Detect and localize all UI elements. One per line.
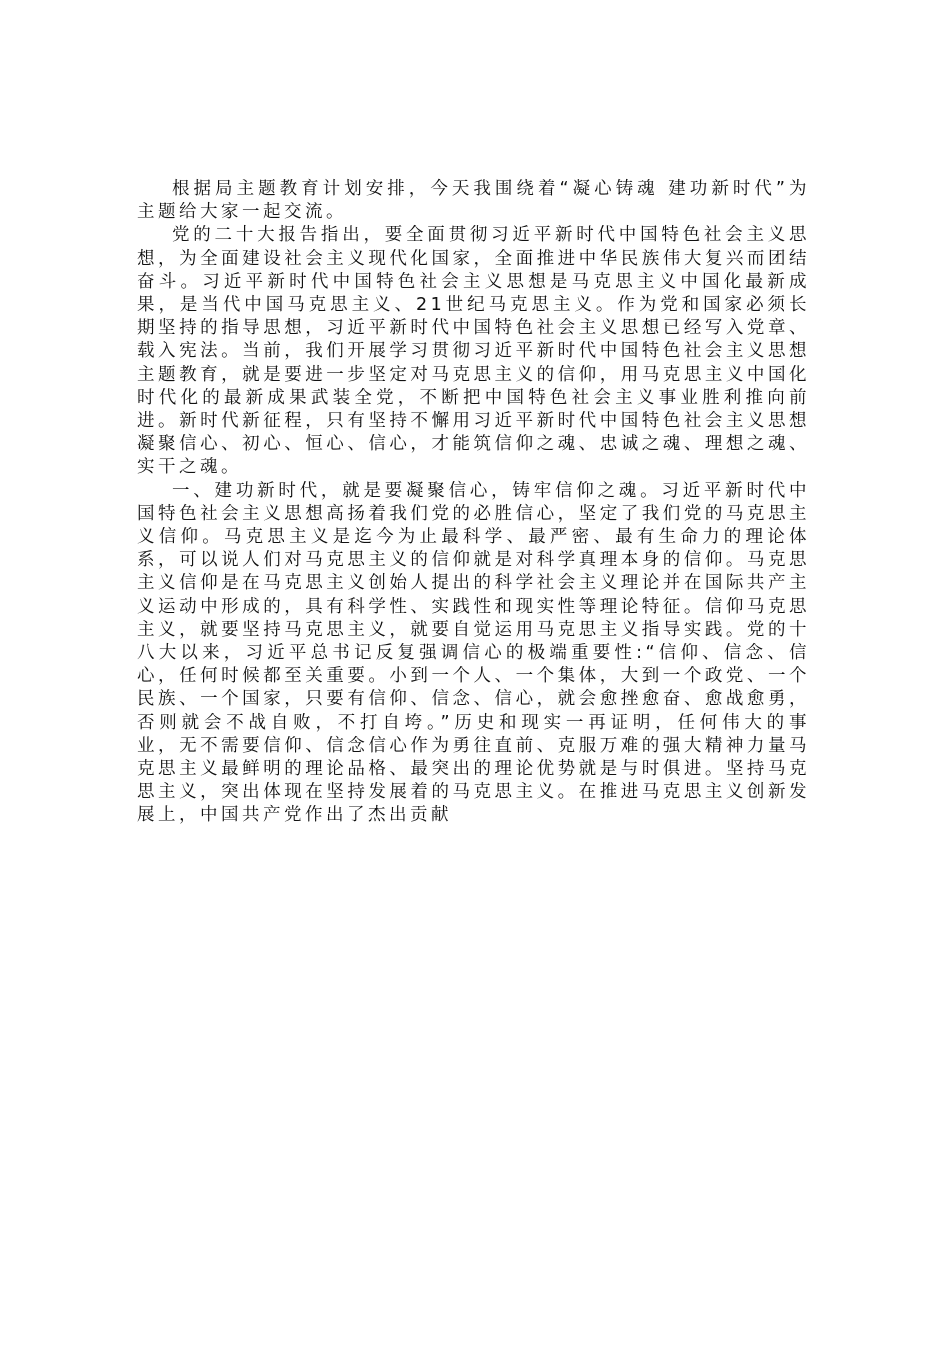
paragraph-section-one: 一、建功新时代，就是要凝聚信心，铸牢信仰之魂。习近平新时代中国特色社会主义思想高扬着我们党的必胜信心，坚定了我们党的马克思主义信仰。马克思主义是迄今为止最科学、最严密、最有生命力的理论体系，可以说人们对马克思主义的信仰就是对科学真理本身的信仰。马克思主义信仰是在马克思主义创始人提出的科学社会主义理论并在国际共产主义运动中形成的，具有科学性、实践性和现实性等理论特征。信仰马克思主义，就要坚持马克思主义，就要自觉运用马克思主义指导实践。党的十八大以来，习近平总书记反复强调信心的极端重要性:“信仰、信念、信心，任何时候都至关重要。小到一个人、一个集体，大到一个政党、一个民族、一个国家，只要有信仰、信念、信心，就会愈挫愈奋、愈战愈勇，否则就会不战自败，不打自垮。”历史和现实一再证明，任何伟大的事业，无不需要信仰、信念信心作为勇往直前、克服万难的强大精神力量马克思主义最鲜明的理论品格、最突出的理论优势就是与时俱进。坚持马克思主义，突出体现在坚持发展着的马克思主义。在推进马克思主义创新发展上，中国共产党作出了杰出贡献 <box>137 480 810 826</box>
paragraph-party-congress: 党的二十大报告指出，要全面贯彻习近平新时代中国特色社会主义思想，为全面建设社会主义现代化国家，全面推进中华民族伟大复兴而团结奋斗。习近平新时代中国特色社会主义思想是马克思主义中国化最新成果，是当代中国马克思主义、21世纪马克思主义。作为党和国家必须长期坚持的指导思想，习近平新时代中国特色社会主义思想已经写入党章、载入宪法。当前，我们开展学习贯彻习近平新时代中国特色社会主义思想主题教育，就是要进一步坚定对马克思主义的信仰，用马克思主义中国化时代化的最新成果武装全党，不断把中国特色社会主义事业胜利推向前进。新时代新征程，只有坚持不懈用习近平新时代中国特色社会主义思想凝聚信心、初心、恒心、信心，才能筑信仰之魂、忠诚之魂、理想之魂、实干之魂。 <box>137 225 810 478</box>
document-body <box>137 178 810 828</box>
paragraph-intro: 根据局主题教育计划安排，今天我围绕着“凝心铸魂 建功新时代”为主题给大家一起交流。 <box>137 179 810 223</box>
